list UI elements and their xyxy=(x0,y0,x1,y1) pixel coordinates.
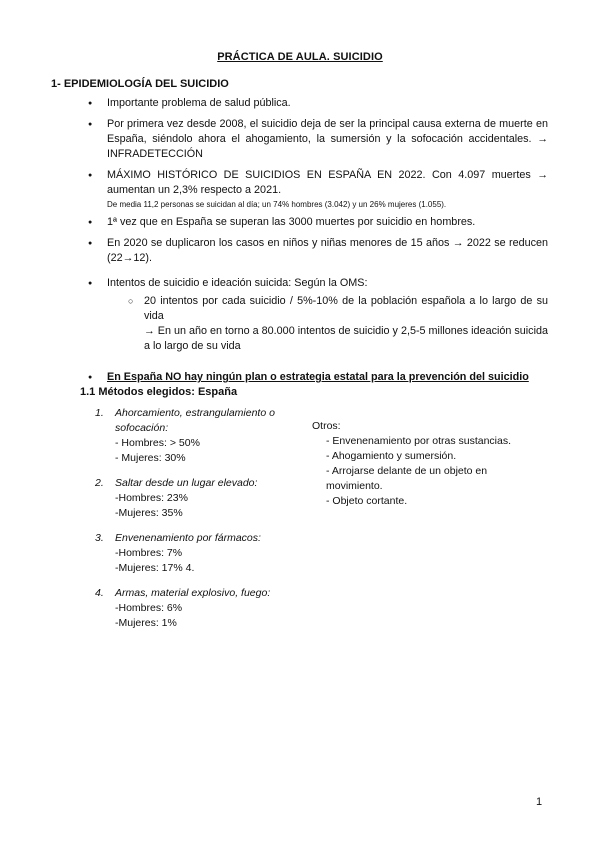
list-item: ● Importante problema de salud pública. xyxy=(88,96,548,111)
method-item: 1. Ahorcamiento, estrangulamiento o sofocación: - Hombres: > 50% - Mujeres: 30% xyxy=(95,407,275,464)
section-heading-metodos: 1.1 Métodos elegidos: España xyxy=(80,386,238,398)
key-statement: En España NO hay ningún plan o estrategia estatal para la prevención del suicidio xyxy=(107,371,529,383)
page-number: 1 xyxy=(536,796,543,808)
list-item: ● Por primera vez desde 2008, el suicidio deja de ser la principal causa externa de muerte en España, siéndolo ahora el ahogamiento, la sumersión y la sofocación accidentales. → INFRADETECCIÓN xyxy=(88,117,548,162)
other-methods-list xyxy=(312,434,546,509)
list-item: ● En 2020 se duplicaron los casos en niños y niñas menores de 15 años → 2022 se reducen (22→12). xyxy=(88,236,548,266)
list-item: ● Intentos de suicidio e ideación suicida: Según la OMS: ○ 20 intentos por cada suicidio / 5%-10% de la población española a lo largo de su vida → En un año en torno a 80.000 intentos de suicidio y 2,5-5 millones ideación suicida a lo largo de su vida xyxy=(88,276,548,354)
epidemiology-bullet-list xyxy=(88,96,548,391)
list-item: ● MÁXIMO HISTÓRICO DE SUICIDIOS EN ESPAÑA EN 2022. Con 4.097 muertes → aumentan un 2,3% respecto a 2021. De media 11,2 personas se suicidan al día; un 74% hombres (3.042) y un 26% mujeres (1.055). xyxy=(88,168,548,211)
other-methods-block xyxy=(312,419,546,509)
method-item: 4. Armas, material explosivo, fuego: -Hombres: 6% -Mujeres: 1% xyxy=(95,587,271,629)
list-item: - Ahogamiento y sumersión. xyxy=(326,450,457,462)
other-methods-label: Otros: xyxy=(312,420,341,432)
sub-list-item: ○ 20 intentos por cada suicidio / 5%-10% de la población española a lo largo de su vida → En un año en torno a 80.000 intentos de suicidio y 2,5-5 millones ideación suicida a lo largo de su vida xyxy=(128,294,548,354)
list-item: - Envenenamiento por otras sustancias. xyxy=(326,435,512,447)
daily-average-note: De media 11,2 personas se suicidan al día; un 74% hombres (3.042) y un 26% mujeres (1.055). xyxy=(107,200,447,209)
list-item: - Objeto cortante. xyxy=(326,495,408,507)
oms-sub-list xyxy=(107,294,548,354)
methods-list xyxy=(95,406,305,641)
method-item: 3. Envenenamiento por fármacos: -Hombres: 7% -Mujeres: 17% 4. xyxy=(95,532,261,574)
method-item: 2. Saltar desde un lugar elevado: -Hombres: 23% -Mujeres: 35% xyxy=(95,477,258,519)
list-item: - Arrojarse delante de un objeto en movimiento. xyxy=(326,465,488,492)
section-heading-epidemiologia: 1- EPIDEMIOLOGÍA DEL SUICIDIO xyxy=(51,78,229,90)
page-title: PRÁCTICA DE AULA. SUICIDIO xyxy=(217,51,383,63)
list-item: ● 1ª vez que en España se superan las 3000 muertes por suicidio en hombres. xyxy=(88,215,548,230)
list-item xyxy=(88,370,548,385)
